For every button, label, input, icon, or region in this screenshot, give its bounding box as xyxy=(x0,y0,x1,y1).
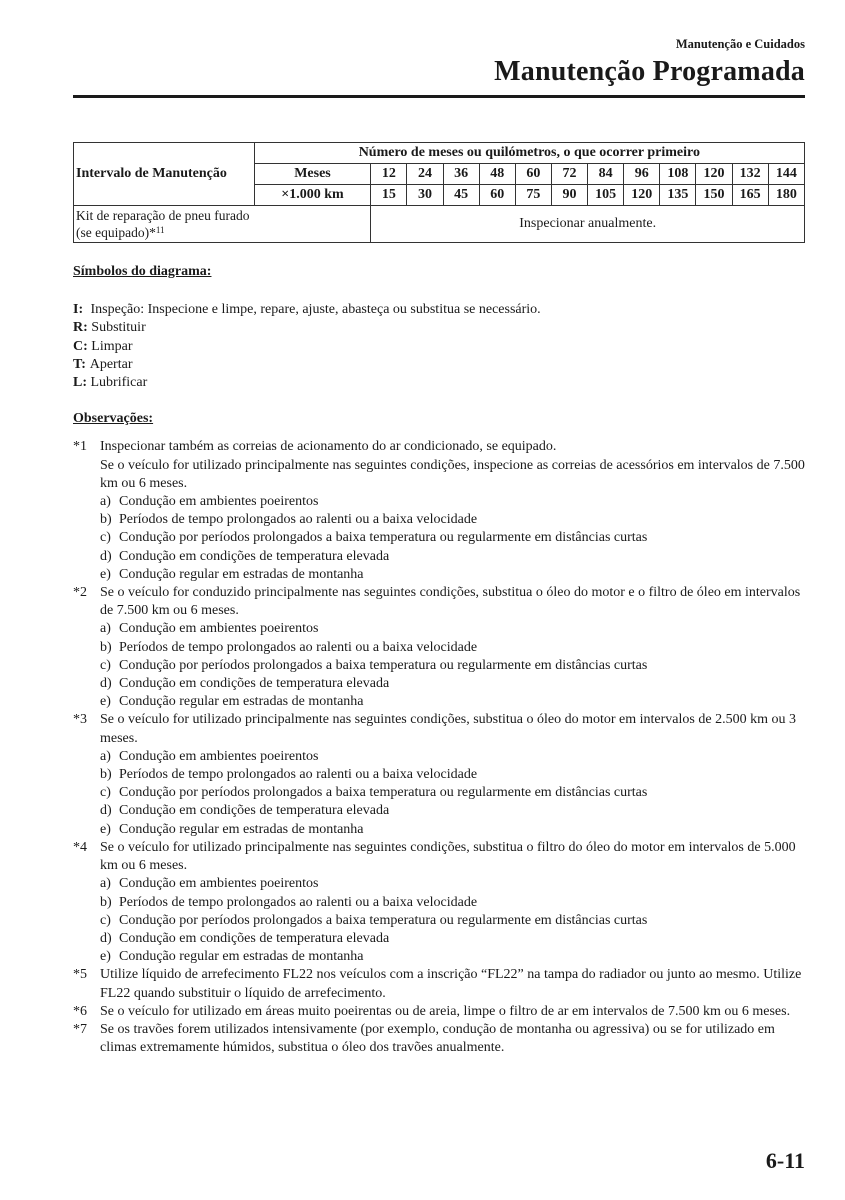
condition-item xyxy=(100,912,808,930)
condition-text: Condução regular em estradas de montanha xyxy=(119,821,364,837)
condition-marker: a) xyxy=(100,876,111,892)
km-cell: 165 xyxy=(732,185,768,206)
condition-marker: b) xyxy=(100,894,112,910)
condition-item xyxy=(100,948,808,966)
condition-marker: a) xyxy=(100,621,111,637)
condition-text: Condução em condições de temperatura elevada xyxy=(119,548,390,564)
condition-marker: e) xyxy=(100,821,111,837)
condition-text: Condução em ambientes poeirentos xyxy=(119,494,319,510)
condition-item xyxy=(100,529,808,547)
condition-marker: e) xyxy=(100,566,111,582)
table-row xyxy=(74,206,805,243)
condition-marker: b) xyxy=(100,512,112,528)
page-title: Manutenção Programada xyxy=(494,56,805,87)
note-item xyxy=(73,584,808,711)
symbol-item xyxy=(73,356,808,374)
symbol-text: Apertar xyxy=(89,356,133,372)
km-cell: 75 xyxy=(515,185,551,206)
condition-list xyxy=(100,748,808,839)
row-header-cell: Intervalo de Manutenção xyxy=(74,143,255,206)
item-cell xyxy=(74,206,371,243)
condition-text: Condução em ambientes poeirentos xyxy=(119,748,319,764)
km-cell: 150 xyxy=(696,185,732,206)
page-number: 6-11 xyxy=(765,1148,805,1173)
months-cell: 24 xyxy=(407,164,443,185)
condition-marker: a) xyxy=(100,494,111,510)
condition-item xyxy=(100,821,808,839)
months-cell: 120 xyxy=(696,164,732,185)
months-cell: 36 xyxy=(443,164,479,185)
months-cell: 132 xyxy=(732,164,768,185)
km-cell: 45 xyxy=(443,185,479,206)
condition-item xyxy=(100,875,808,893)
symbol-key: L: xyxy=(73,375,87,391)
notes-heading: Observações: xyxy=(73,411,154,427)
note-text: Utilize líquido de arrefecimento FL22 nos veículos com a inscrição “FL22” na tampa do radiador ou junto ao mesmo. Utilize FL22 quando substituir o líquido de arrefecimento. xyxy=(100,967,802,1001)
condition-item xyxy=(100,748,808,766)
symbol-key: I: xyxy=(73,302,84,318)
condition-text: Condução em condições de temperatura elevada xyxy=(119,676,390,692)
condition-item xyxy=(100,639,808,657)
symbols-list xyxy=(73,301,808,392)
months-cell: 60 xyxy=(515,164,551,185)
condition-item xyxy=(100,493,808,511)
condition-marker: d) xyxy=(100,803,112,819)
note-item xyxy=(73,1003,808,1021)
note-reference: 11 xyxy=(155,225,165,235)
note-marker: *7 xyxy=(73,1021,87,1037)
note-text: Se o veículo for utilizado em áreas muito poeirentas ou de areia, limpe o filtro de ar em intervalos de 7.500 km ou 6 meses. xyxy=(100,1003,791,1019)
condition-item xyxy=(100,693,808,711)
condition-text: Condução em condições de temperatura elevada xyxy=(119,803,390,819)
symbol-text: Inspeção: Inspecione e limpe, repare, ajuste, abasteça ou substitua se necessário. xyxy=(90,302,541,318)
group-header-cell: Número de meses ou quilómetros, o que ocorrer primeiro xyxy=(254,143,804,164)
condition-text: Condução em condições de temperatura elevada xyxy=(119,930,390,946)
item-label-line1: Kit de reparação de pneu furado xyxy=(76,208,250,223)
condition-list xyxy=(100,493,808,584)
note-item xyxy=(73,966,808,1002)
note-text: Inspecionar também as correias de acionamento do ar condicionado, se equipado. xyxy=(100,439,557,455)
km-cell: 180 xyxy=(768,185,804,206)
note-item xyxy=(73,438,808,584)
km-cell: 105 xyxy=(588,185,624,206)
condition-item xyxy=(100,784,808,802)
symbol-item xyxy=(73,338,808,356)
months-cell: 72 xyxy=(551,164,587,185)
months-cell: 12 xyxy=(371,164,407,185)
condition-item xyxy=(100,802,808,820)
condition-marker: d) xyxy=(100,676,112,692)
condition-text: Períodos de tempo prolongados ao ralenti ou a baixa velocidade xyxy=(119,767,478,783)
condition-marker: e) xyxy=(100,694,111,710)
condition-text: Condução por períodos prolongados a baixa temperatura ou regularmente em distâncias curtas xyxy=(119,530,648,546)
months-cell: 144 xyxy=(768,164,804,185)
value-cell: Inspecionar anualmente. xyxy=(371,206,805,243)
km-cell: 135 xyxy=(660,185,696,206)
symbol-item xyxy=(73,301,808,319)
condition-text: Condução em ambientes poeirentos xyxy=(119,621,319,637)
condition-item xyxy=(100,620,808,638)
content-body xyxy=(73,263,808,1057)
condition-item xyxy=(100,675,808,693)
symbol-item xyxy=(73,319,808,337)
note-text: Se os travões forem utilizados intensivamente (por exemplo, condução de montanha ou agressiva) ou se for utilizado em climas extremamente húmidos, substitua o óleo dos travões anualmente. xyxy=(100,1021,775,1056)
condition-text: Condução por períodos prolongados a baixa temperatura ou regularmente em distâncias curtas xyxy=(119,912,648,928)
note-marker: *6 xyxy=(73,1003,87,1019)
note-item xyxy=(73,839,808,966)
symbol-item xyxy=(73,374,808,392)
condition-marker: b) xyxy=(100,767,112,783)
note-marker: *5 xyxy=(73,967,87,983)
months-cell: 108 xyxy=(660,164,696,185)
condition-marker: a) xyxy=(100,748,111,764)
km-cell: 15 xyxy=(371,185,407,206)
condition-marker: c) xyxy=(100,657,111,673)
note-marker: *2 xyxy=(73,585,87,601)
km-label-cell: ×1.000 km xyxy=(254,185,371,206)
condition-list xyxy=(100,620,808,711)
condition-text: Condução regular em estradas de montanha xyxy=(119,566,364,582)
condition-marker: b) xyxy=(100,639,112,655)
symbols-heading: Símbolos do diagrama: xyxy=(73,264,212,279)
notes-list xyxy=(73,438,808,1057)
months-cell: 96 xyxy=(624,164,660,185)
months-cell: 84 xyxy=(588,164,624,185)
km-cell: 120 xyxy=(624,185,660,206)
symbol-key: R: xyxy=(73,320,88,336)
condition-text: Condução em ambientes poeirentos xyxy=(119,876,319,892)
symbol-text: Limpar xyxy=(91,338,133,354)
condition-text: Períodos de tempo prolongados ao ralenti ou a baixa velocidade xyxy=(119,639,478,655)
note-marker: *1 xyxy=(73,439,87,455)
km-cell: 90 xyxy=(551,185,587,206)
condition-marker: d) xyxy=(100,548,112,564)
condition-item xyxy=(100,766,808,784)
months-label-cell: Meses xyxy=(254,164,371,185)
symbol-text: Substituir xyxy=(91,320,146,336)
condition-item xyxy=(100,548,808,566)
condition-item xyxy=(100,566,808,584)
table-header-row xyxy=(74,143,805,164)
note-marker: *4 xyxy=(73,839,87,855)
condition-text: Condução regular em estradas de montanha xyxy=(119,949,364,965)
note-text: Se o veículo for utilizado principalmente nas seguintes condições, substitua o óleo do motor em intervalos de 2.500 km ou 3 meses. xyxy=(100,712,796,746)
condition-text: Condução regular em estradas de montanha xyxy=(119,694,364,710)
section-label: Manutenção e Cuidados xyxy=(675,37,805,51)
condition-marker: c) xyxy=(100,785,111,801)
title-divider xyxy=(73,95,805,98)
condition-item xyxy=(100,930,808,948)
note-item xyxy=(73,1021,808,1057)
km-cell: 60 xyxy=(479,185,515,206)
condition-marker: d) xyxy=(100,930,112,946)
symbol-text: Lubrificar xyxy=(90,375,148,391)
condition-text: Períodos de tempo prolongados ao ralenti ou a baixa velocidade xyxy=(119,512,478,528)
condition-text: Períodos de tempo prolongados ao ralenti ou a baixa velocidade xyxy=(119,894,478,910)
condition-marker: c) xyxy=(100,912,111,928)
km-cell: 30 xyxy=(407,185,443,206)
note-text: Se o veículo for utilizado principalmente nas seguintes condições, substitua o filtro do óleo do motor em intervalos de 5.000 km ou 6 meses. xyxy=(100,839,796,874)
condition-text: Condução por períodos prolongados a baixa temperatura ou regularmente em distâncias curtas xyxy=(119,785,648,801)
condition-item xyxy=(100,657,808,675)
item-label-line2: (se equipado)* xyxy=(76,225,156,240)
note-item xyxy=(73,711,808,838)
maintenance-table xyxy=(73,142,805,243)
note-marker: *3 xyxy=(73,712,87,728)
condition-item xyxy=(100,894,808,912)
condition-text: Condução por períodos prolongados a baixa temperatura ou regularmente em distâncias curtas xyxy=(119,657,648,673)
condition-marker: c) xyxy=(100,530,111,546)
condition-marker: e) xyxy=(100,949,111,965)
months-cell: 48 xyxy=(479,164,515,185)
condition-list xyxy=(100,875,808,966)
note-text-continued: Se o veículo for utilizado principalmente nas seguintes condições, inspecione as correias de acessórios em intervalos de 7.500 km ou 6 meses. xyxy=(100,457,805,491)
symbol-key: T: xyxy=(73,356,86,372)
condition-item xyxy=(100,511,808,529)
symbol-key: C: xyxy=(73,338,88,354)
note-text: Se o veículo for conduzido principalmente nas seguintes condições, substitua o óleo do motor e o filtro de óleo em intervalos de 7.500 km ou 6 meses. xyxy=(100,585,801,619)
